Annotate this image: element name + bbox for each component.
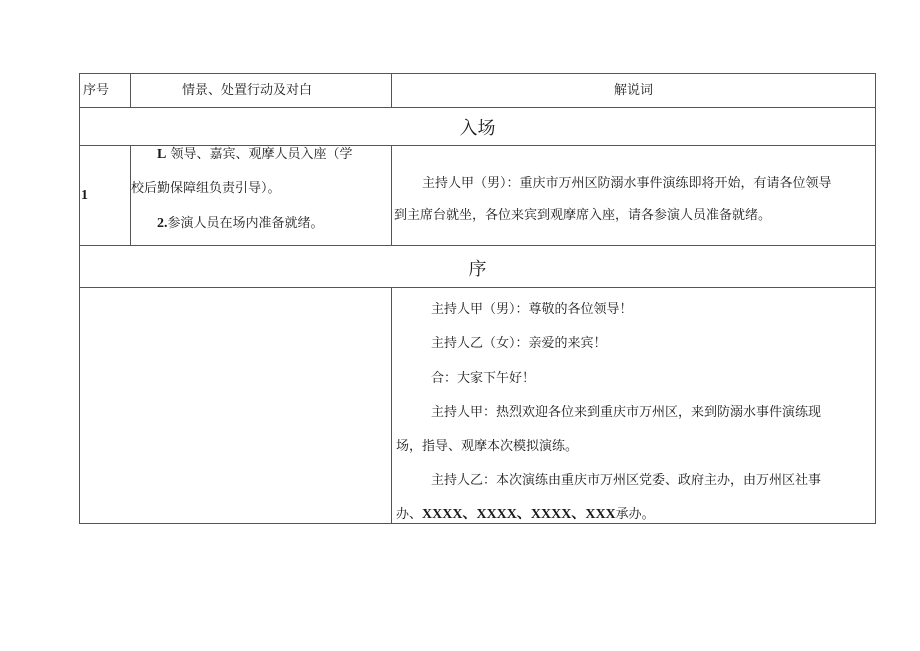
header-scene: 情景、处置行动及对白: [182, 83, 313, 98]
narration-line: 合：大家下午好！: [431, 371, 536, 386]
narration-suffix: 承办。: [615, 507, 655, 522]
scene-item-1-cont: 校后勤保障组负责引导）。: [131, 181, 281, 196]
row-number: 1: [81, 188, 88, 203]
item-marker: 2.: [157, 216, 168, 231]
section-title-entrance: 入场: [459, 118, 496, 139]
column-divider: [391, 145, 392, 245]
row-divider: [80, 107, 875, 108]
row-divider: [80, 287, 875, 288]
narration-line-last: [396, 506, 655, 524]
narration-line: 主持人乙（女）：亲爱的来宾！: [431, 336, 607, 351]
header-narration: 解说词: [614, 83, 654, 98]
narration-line: 主持人甲（男）：尊敬的各位领导！: [431, 302, 633, 317]
narration-line: 到主席台就坐，各位来宾到观摩席入座，请各参演人员准备就绪。: [394, 208, 772, 223]
column-divider: [130, 74, 131, 107]
scene-item-1: [157, 146, 353, 164]
header-number: 序号: [83, 83, 110, 98]
narration-line: 场，指导、观摩本次模拟演练。: [396, 439, 579, 454]
drill-script-table: [79, 73, 876, 524]
scene-item-1-text: 领导、嘉宾、观摩人员入座（学: [170, 147, 353, 162]
scene-item-2-text: 参演人员在场内准备就绪。: [167, 216, 324, 231]
organizer-names: XXXX、XXXX、XXXX、XXX: [422, 507, 616, 522]
narration-line: 主持人甲（男）：重庆市万州区防溺水事件演练即将开始，有请各位领导: [422, 176, 832, 191]
item-marker: L: [157, 147, 167, 162]
scene-item-2: [157, 215, 324, 233]
section-title-preface: 序: [468, 259, 487, 280]
column-divider: [391, 74, 392, 107]
column-divider: [391, 287, 392, 523]
narration-line: 主持人甲：热烈欢迎各位来到重庆市万州区，来到防溺水事件演练现: [431, 405, 822, 420]
narration-prefix: 办、: [396, 507, 423, 522]
narration-line: 主持人乙：本次演练由重庆市万州区党委、政府主办，由万州区社事: [431, 473, 822, 488]
row-divider: [80, 245, 875, 246]
